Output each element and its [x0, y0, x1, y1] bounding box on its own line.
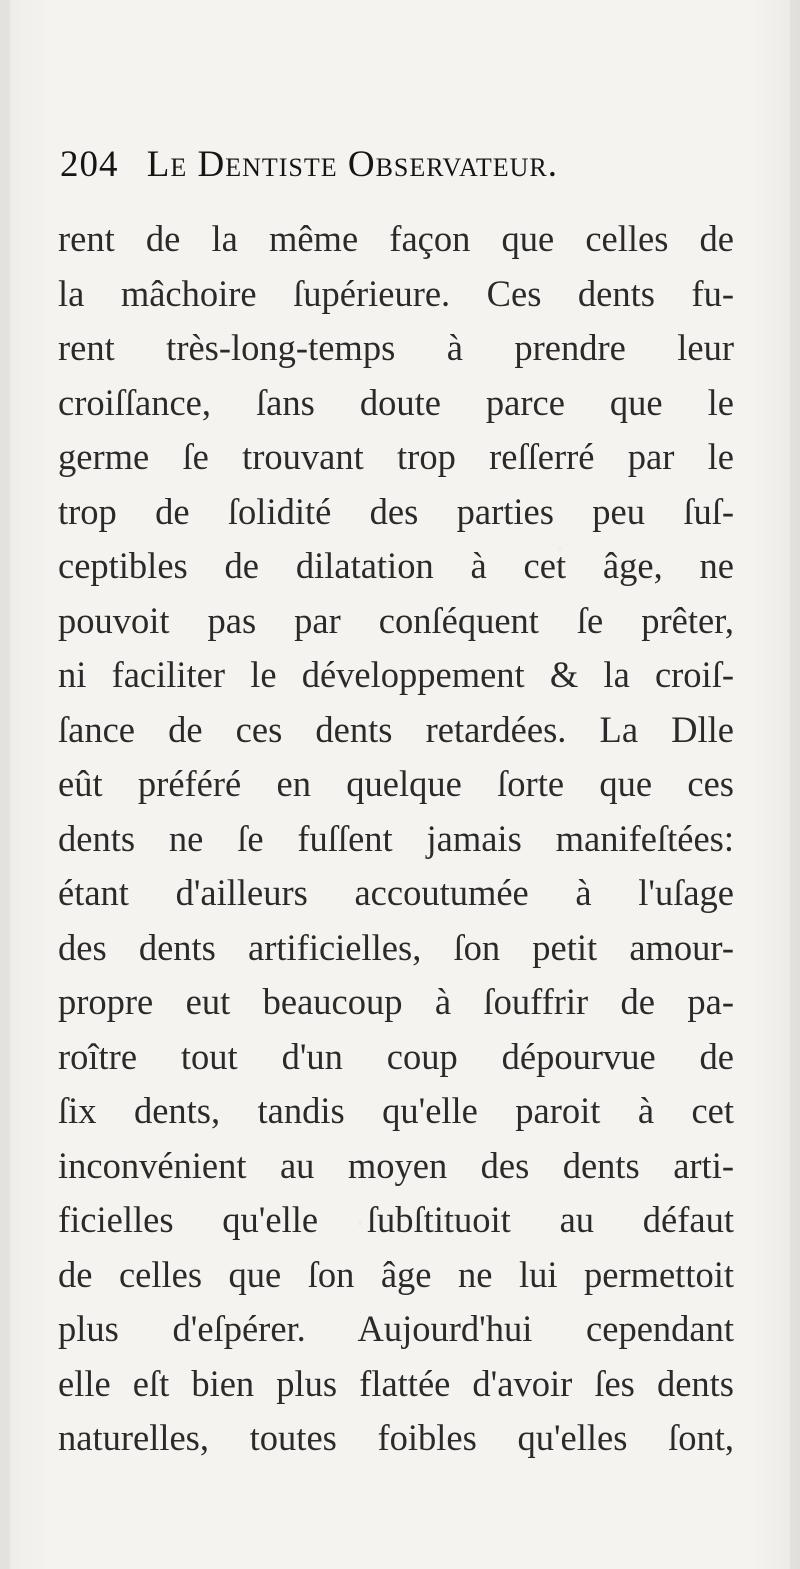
text-line: propre eut beaucoup à ſouffrir de pa-	[58, 981, 734, 1022]
text-line: étant d'ailleurs accoutumée à l'uſage	[58, 872, 734, 913]
text-line: eût préféré en quelque ſorte que ces	[58, 763, 734, 804]
page-text	[58, 212, 734, 1466]
text-line: roître tout d'un coup dépourvue de	[58, 1035, 734, 1077]
right-paper-edge	[790, 0, 800, 1569]
text-line: trop de ſolidité des parties peu ſuſ-	[58, 490, 734, 532]
text-line: elle eſt bien plus flattée d'avoir ſes dents	[58, 1362, 734, 1404]
text-line: inconvénient au moyen des dents arti-	[58, 1144, 734, 1186]
text-line: croiſſance, ſans doute parce que le	[58, 381, 734, 423]
text-line: la mâchoire ſupérieure. Ces dents fu-	[58, 272, 734, 314]
text-line: ficielles qu'elle ſubſtituoit au défaut	[58, 1199, 734, 1240]
text-line: rent très-long-temps à prendre leur	[58, 327, 734, 368]
text-line: ceptibles de dilatation à cet âge, ne	[58, 545, 734, 586]
text-line: de celles que ſon âge ne lui permettoit	[58, 1253, 734, 1295]
text-line: rent de la même façon que celles de	[58, 218, 734, 259]
text-line: des dents artificielles, ſon petit amour-	[58, 926, 734, 968]
text-line: ſance de ces dents retardées. La Dlle	[58, 708, 734, 750]
left-paper-edge	[0, 0, 10, 1569]
text-line: dents ne ſe fuſſent jamais manifeſtées:	[58, 817, 734, 859]
text-line: germe ſe trouvant trop reſſerré par le	[58, 436, 734, 477]
text-line: pouvoit pas par conſéquent ſe prêter,	[58, 599, 734, 641]
text-line: ſix dents, tandis qu'elle paroit à cet	[58, 1090, 734, 1131]
running-header	[60, 140, 750, 190]
text-line: plus d'eſpérer. Aujourd'hui cependant	[58, 1308, 734, 1349]
page-number: 204	[60, 144, 119, 185]
running-title: Le Dentiste Observateur.	[146, 144, 558, 185]
text-line: naturelles, toutes foibles qu'elles ſont,	[58, 1417, 734, 1458]
text-line: ni faciliter le développement & la croiſ-	[58, 654, 734, 695]
